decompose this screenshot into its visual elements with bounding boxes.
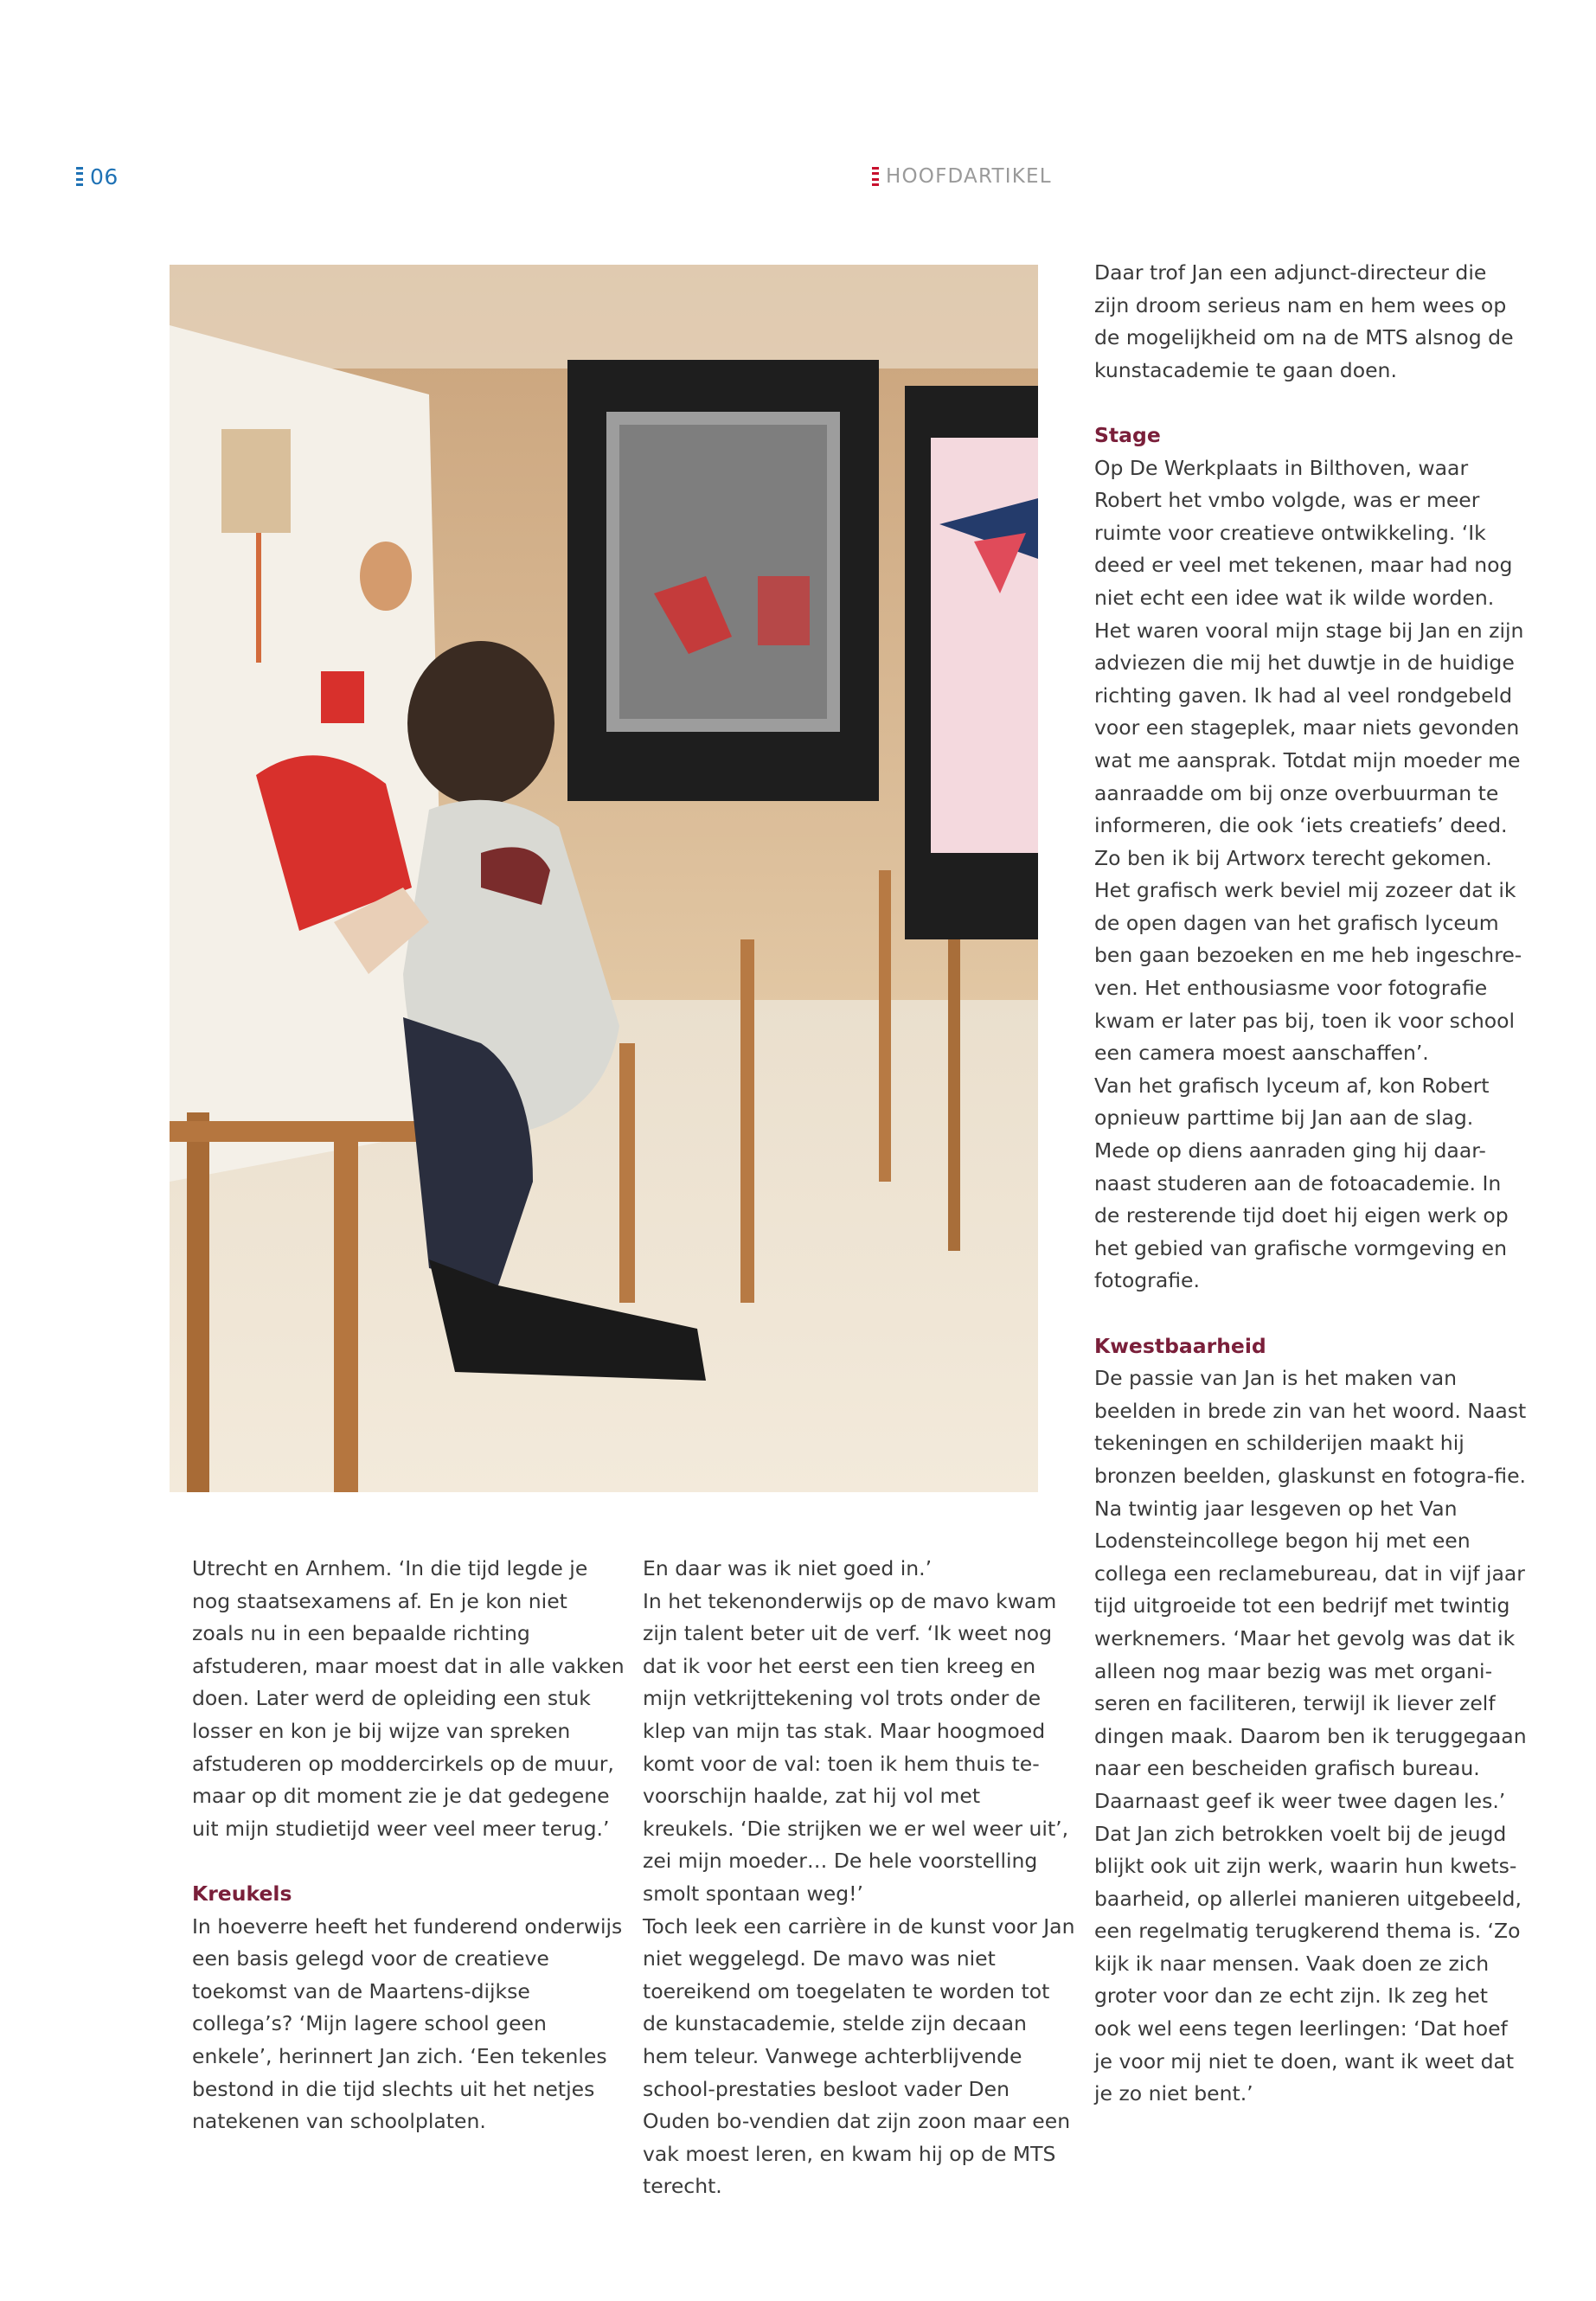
paragraph: Dat Jan zich betrokken voelt bij de jeugd blijkt ook uit zijn werk, waarin hun kwets-baarheid, op allerlei manieren uitgebeeld, een regelmatig terugkerend thema is. ‘Zo kijk ik naar mensen. Vaak doen ze zich groter voor dan ze echt zijn. Ik zeg het ook wel eens tegen leerlingen: ‘Dat hoef je voor mij niet te doen, want ik weet dat je zo niet bent.’ (1094, 1821, 1522, 2106)
page-number-header (76, 161, 119, 192)
article-column-left (192, 1553, 625, 2138)
paragraph: In hoeverre heeft het funderend onderwijs een basis gelegd voor de creatieve toekomst van de Maartens-dijkse collega’s? ‘Mijn lagere school geen enkele’, herinnert Jan zich. ‘Een tekenles bestond in die tijd slechts uit het netjes natekenen van schoolplaten. (192, 1913, 623, 2134)
heading-stage: Stage (1094, 422, 1161, 447)
section-title: HOOFDARTIKEL (886, 165, 1052, 188)
paragraph: Van het grafisch lyceum af, kon Robert opnieuw parttime bij Jan aan de slag. Mede op diens aanraden ging hij daar-naast studeren aan de fotoacademie. In de resterende tijd doet hij eigen werk op het gebied van grafische vormgeving en fotografie. (1094, 1073, 1509, 1293)
paragraph: Daar trof Jan een adjunct-directeur die zijn droom serieus nam en hem wees op de mogelijkheid om na de MTS alsnog de kunstacademie te gaan doen. (1094, 260, 1514, 382)
section-header (872, 161, 1052, 192)
paragraph: De passie van Jan is het maken van beelden in brede zin van het woord. Naast tekeningen en schilderijen maakt hij bronzen beelden, glaskunst en fotogra-fie. Na twintig jaar lesgeven op het Van Lodensteincollege begon hij met een collega een reclamebureau, dat in vijf jaar tijd uitgroeide tot een bedrijf met twintig werknemers. ‘Maar het gevolg was dat ik alleen nog maar bezig was met organi-seren en faciliteren, terwijl ik liever zelf dingen maak. Daarom ben ik teruggegaan naar een bescheiden grafisch bureau. Daarnaast geef ik weer twee dagen les.’ (1094, 1366, 1527, 1813)
paragraph: Utrecht en Arnhem. ‘In die tijd legde je nog staatsexamens af. En je kon niet zoals nu in een bepaalde richting afstuderen, maar moest dat in alle vakken doen. Later werd de opleiding een stuk losser en kon je bij wijze van spreken afstuderen op moddercirkels op de muur, maar op dit moment zie je dat gedegene uit mijn studietijd weer veel meer terug.’ (192, 1556, 625, 1841)
paragraph: In het tekenonderwijs op de mavo kwam zijn talent beter uit de verf. ‘Ik weet nog dat ik voor het eerst een tien kreeg en mijn vetkrijttekening vol trots onder de klep van mijn tas stak. Maar hoogmoed komt voor de val: toen ik hem thuis te-voorschijn haalde, zat hij vol met kreukels. ‘Die strijken we er wel weer uit’, zei mijn moeder… De hele voorstelling smolt spontaan weg!’ (643, 1588, 1069, 1906)
paragraph: Op De Werkplaats in Bilthoven, waar Robert het vmbo volgde, was er meer ruimte voor creatieve ontwikkeling. ‘Ik deed er veel met tekenen, maar had nog niet echt een idee wat ik wilde worden. Het waren vooral mijn stage bij Jan en zijn adviezen die mij het duwtje in de huidige richting gaven. Ik had al veel rondgebeld voor een stageplek, maar niets gevonden wat me aansprak. Totdat mijn moeder me aanraadde om bij onze overbuurman te informeren, die ook ‘iets creatiefs’ deed. Zo ben ik bij Artworx terecht gekomen. Het grafisch werk beviel mij zozeer dat ik de open dagen van het grafisch lyceum ben gaan bezoeken en me heb ingeschre-ven. Het enthousiasme voor fotografie kwam er later pas bij, toen ik voor school een camera moest aanschaffen’. (1094, 455, 1524, 1066)
header-bars-icon (872, 167, 879, 186)
header-bars-icon (76, 167, 83, 186)
article-column-right (1094, 257, 1527, 2111)
artist-photo (170, 265, 1038, 1492)
paragraph: En daar was ik niet goed in.’ (643, 1556, 933, 1580)
heading-kreukels: Kreukels (192, 1881, 292, 1906)
article-column-middle (643, 1553, 1075, 2203)
heading-kwetsbaarheid: Kwestbaarheid (1094, 1333, 1266, 1358)
paragraph: Toch leek een carrière in de kunst voor Jan niet weggelegd. De mavo was niet toereikend om toegelaten te worden tot de kunstacademie, stelde zijn decaan hem teleur. Vanwege achterblijvende school-prestaties besloot vader Den Ouden bo-vendien dat zijn zoon maar een vak moest leren, en kwam hij op de MTS terecht. (643, 1913, 1075, 2199)
artist-painting-illustration (170, 265, 1038, 1492)
page-number: 06 (90, 163, 119, 189)
